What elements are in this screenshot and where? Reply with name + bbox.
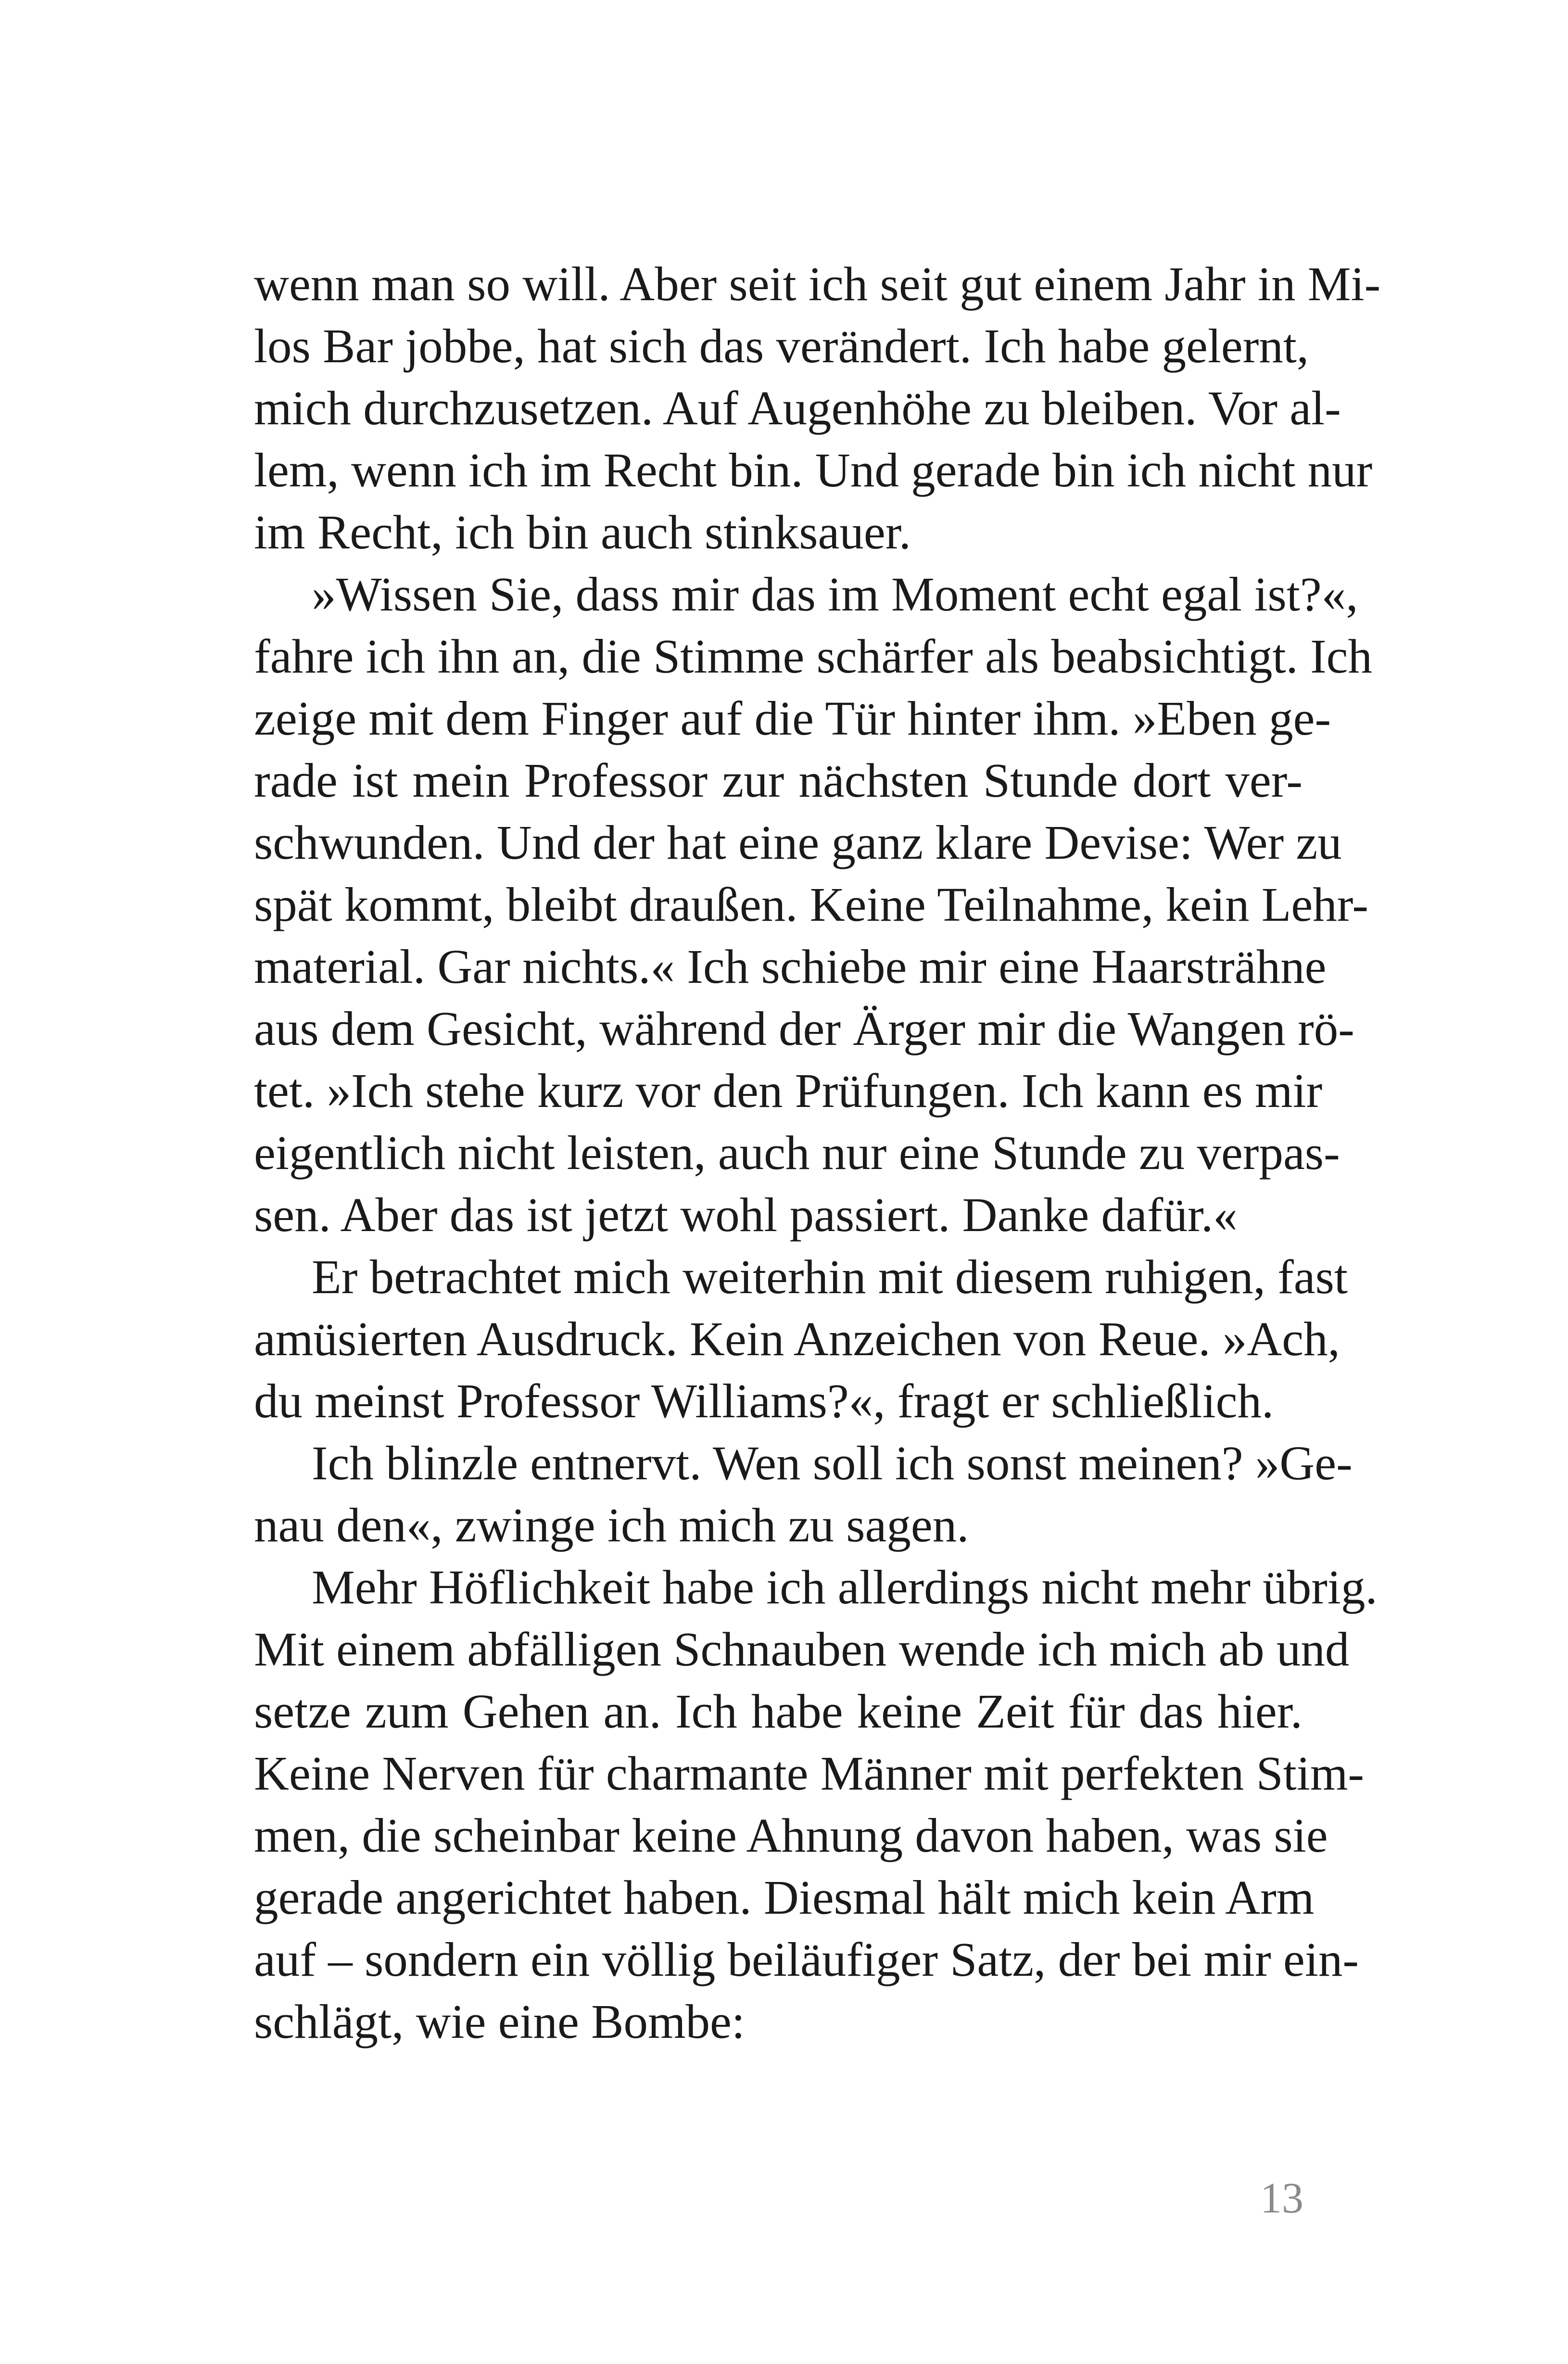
text-line: material. Gar nichts.« Ich schiebe mir eine Haarsträhne <box>254 940 1327 993</box>
text-line: men, die scheinbar keine Ahnung davon haben, was sie <box>254 1808 1328 1862</box>
text-line: setze zum Gehen an. Ich habe keine Zeit für das hier. <box>254 1684 1302 1738</box>
text-line: schwunden. Und der hat eine ganz klare Devise: Wer zu <box>254 815 1342 869</box>
text-line: spät kommt, bleibt draußen. Keine Teilnahme, kein Lehr- <box>254 877 1368 931</box>
text-line: Er betrachtet mich weiterhin mit diesem ruhigen, fast <box>312 1250 1348 1304</box>
paragraph-3 <box>254 1246 1348 1432</box>
text-line: zeige mit dem Finger auf die Tür hinter ihm. »Eben ge- <box>254 691 1331 745</box>
text-line: Mit einem abfälligen Schnauben wende ich mich ab und <box>254 1622 1350 1676</box>
paragraph-2 <box>254 563 1372 1246</box>
paragraph-5 <box>254 1556 1378 2053</box>
text-line: im Recht, ich bin auch stinksauer. <box>254 505 911 559</box>
text-line: auf – sondern ein völlig beiläufiger Satz, der bei mir ein- <box>254 1932 1359 1986</box>
page-number: 13 <box>1260 2174 1303 2222</box>
text-line: nau den«, zwinge ich mich zu sagen. <box>254 1498 969 1552</box>
text-line: Mehr Höflichkeit habe ich allerdings nicht mehr übrig. <box>312 1560 1378 1614</box>
text-line: mich durchzusetzen. Auf Augenhöhe zu bleiben. Vor al- <box>254 381 1341 435</box>
text-line: gerade angerichtet haben. Diesmal hält mich kein Arm <box>254 1870 1315 1924</box>
text-line: du meinst Professor Williams?«, fragt er schließlich. <box>254 1374 1274 1428</box>
text-line: tet. »Ich stehe kurz vor den Prüfungen. Ich kann es mir <box>254 1064 1323 1118</box>
text-line: los Bar jobbe, hat sich das verändert. Ich habe gelernt, <box>254 319 1309 373</box>
text-line: Ich blinzle entnervt. Wen soll ich sonst meinen? »Ge- <box>312 1436 1353 1490</box>
text-line: Keine Nerven für charmante Männer mit perfekten Stim- <box>254 1746 1365 1800</box>
text-line: rade ist mein Professor zur nächsten Stunde dort ver- <box>254 753 1302 807</box>
text-line: »Wissen Sie, dass mir das im Moment echt egal ist?«, <box>312 567 1358 621</box>
text-line: sen. Aber das ist jetzt wohl passiert. Danke dafür.« <box>254 1188 1238 1242</box>
paragraph-4 <box>254 1432 1353 1556</box>
text-line: aus dem Gesicht, während der Ärger mir die Wangen rö- <box>254 1002 1354 1055</box>
text-line: wenn man so will. Aber seit ich seit gut einem Jahr in Mi- <box>254 257 1381 311</box>
paragraph-1 <box>254 253 1381 563</box>
text-line: eigentlich nicht leisten, auch nur eine Stunde zu verpas- <box>254 1126 1340 1180</box>
text-line: fahre ich ihn an, die Stimme schärfer als beabsichtigt. Ich <box>254 629 1372 683</box>
text-line: amüsierten Ausdruck. Kein Anzeichen von Reue. »Ach, <box>254 1312 1340 1366</box>
text-line: schlägt, wie eine Bombe: <box>254 1995 745 2048</box>
text-line: lem, wenn ich im Recht bin. Und gerade bin ich nicht nur <box>254 443 1373 497</box>
body-text <box>254 253 1381 2053</box>
